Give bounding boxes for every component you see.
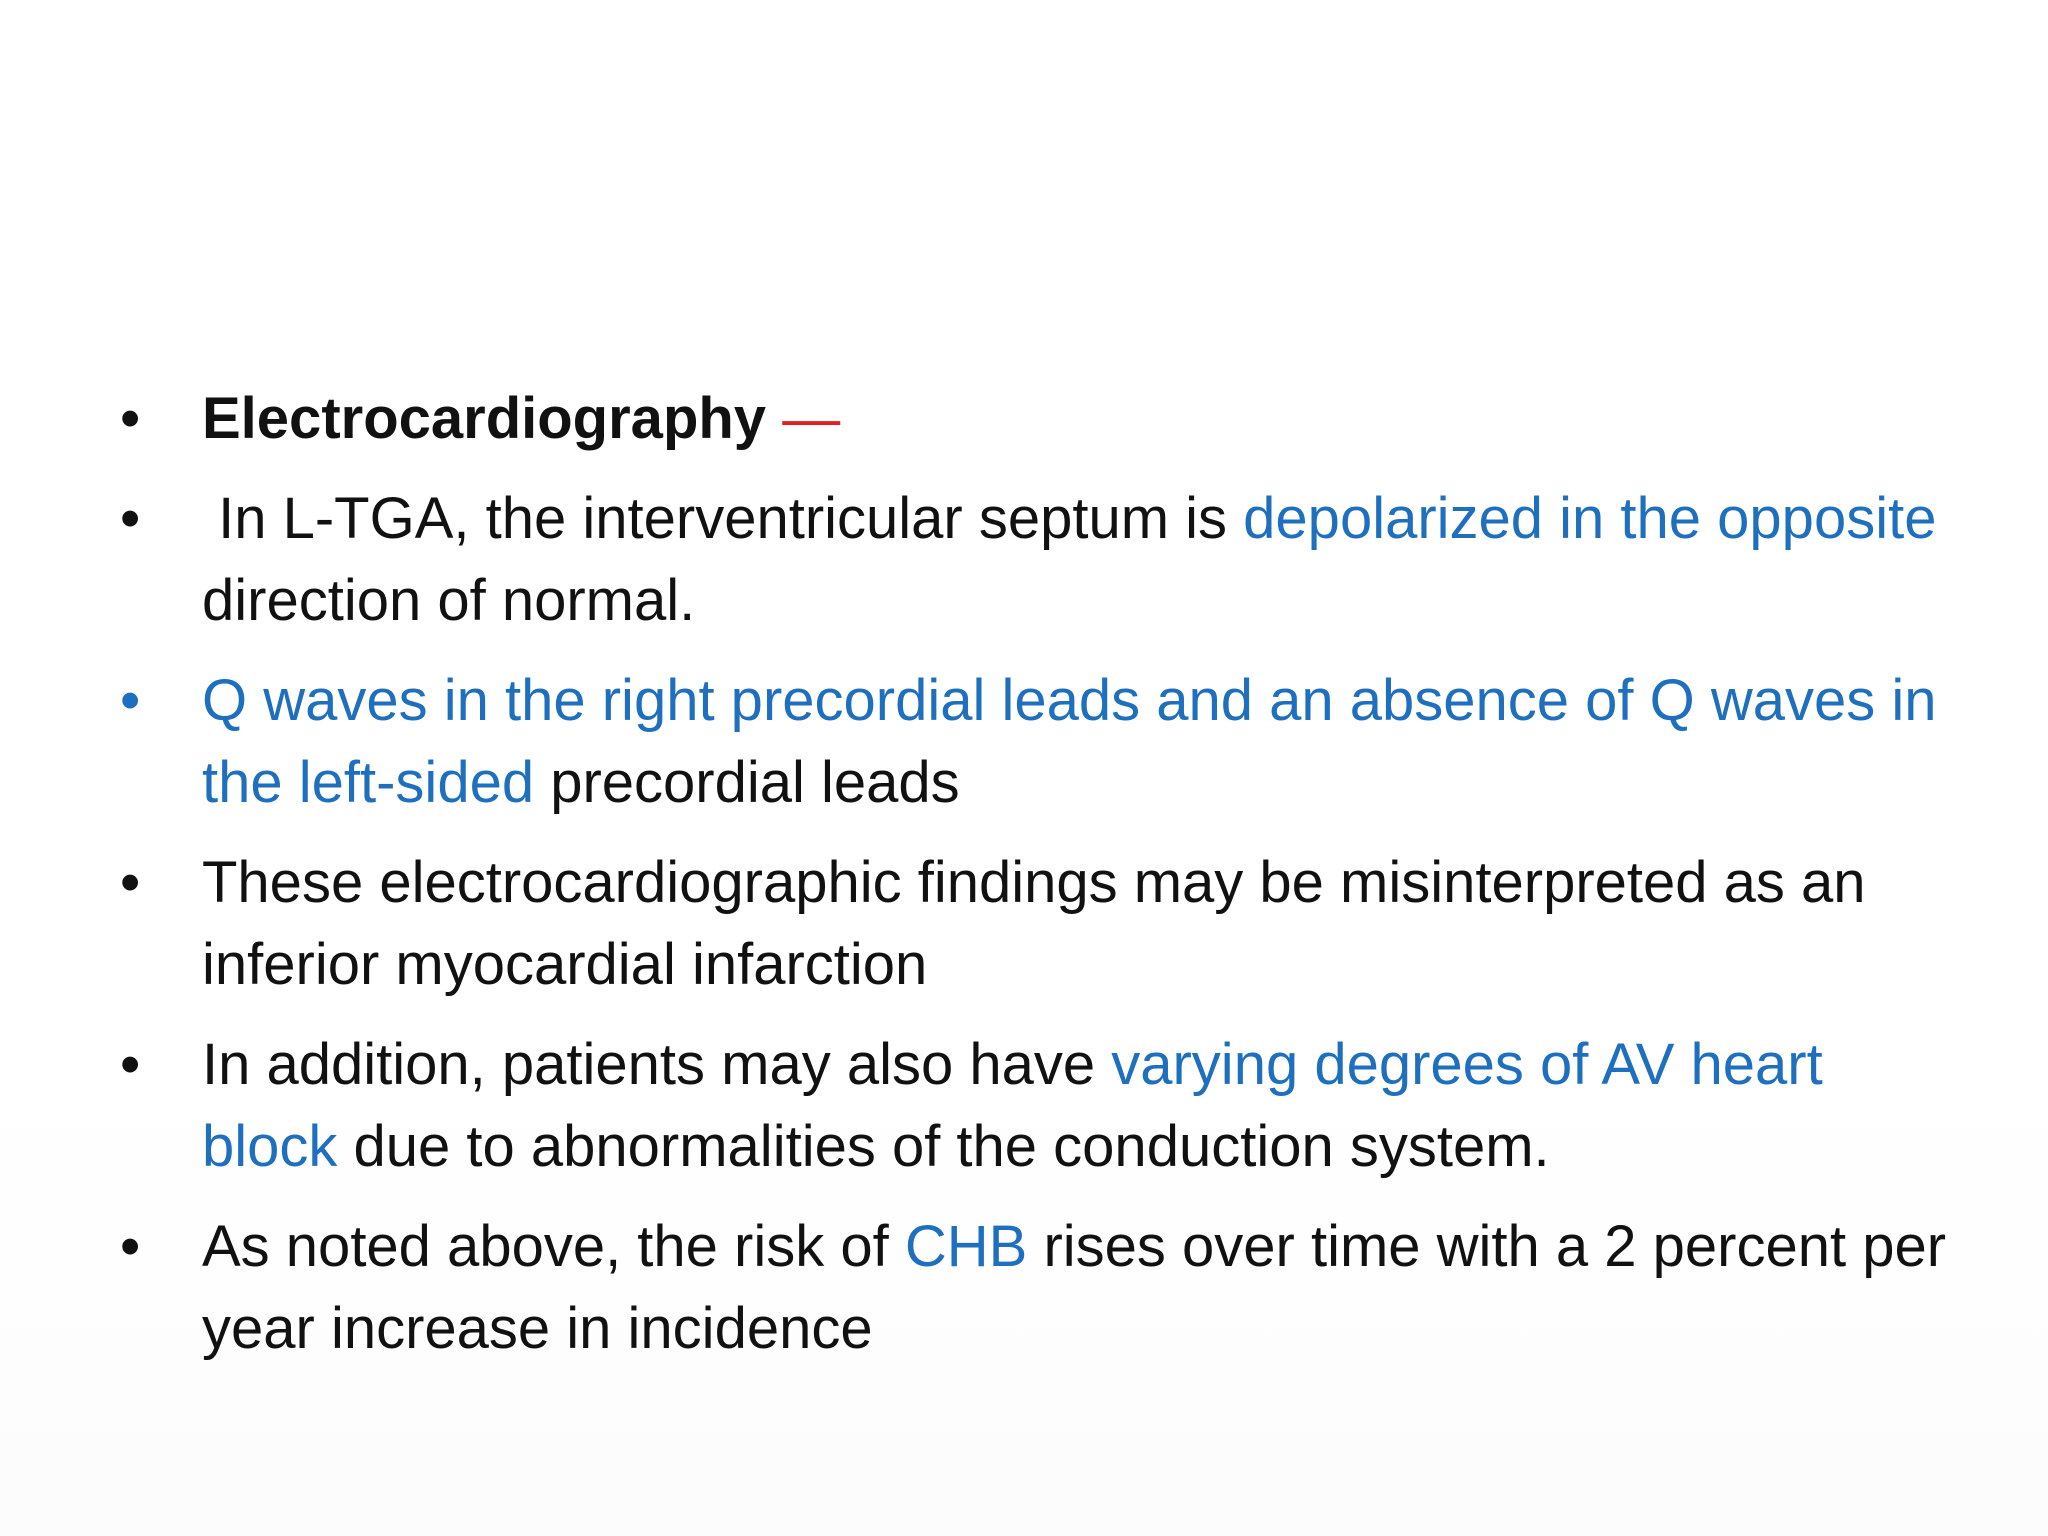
- bullet-item-misinterpreted: [120, 842, 1950, 1006]
- bullet-text: As noted above, the risk of: [202, 1214, 905, 1279]
- bullet-icon: •: [120, 486, 141, 551]
- bullet-text: These electrocardiographic findings may be misinterpreted as an inferior myocardial infarction: [202, 850, 1866, 997]
- bullet-item-q-waves: [120, 660, 1950, 824]
- bullet-highlight: CHB: [904, 1214, 1028, 1279]
- bullet-highlight: Q waves in the right precordial leads and an absence of Q waves in the left-sided: [202, 668, 1937, 815]
- bullet-text: In addition, patients may also have: [202, 1032, 1112, 1097]
- bullet-text: precordial leads: [534, 750, 960, 815]
- bullet-space: [766, 386, 782, 451]
- bullet-item-av-block: [120, 1024, 1950, 1188]
- bullet-icon: •: [120, 1032, 141, 1097]
- bullet-list: [120, 378, 1950, 1388]
- bullet-item-electrocardiography: [120, 378, 1950, 460]
- bullet-text: due to abnormalities of the conduction system.: [337, 1114, 1550, 1179]
- bullet-icon: •: [120, 1214, 141, 1279]
- bullet-icon: •: [120, 386, 141, 451]
- bullet-item-septum: [120, 478, 1950, 642]
- bullet-text: rises over time with a 2 percent per year increase in incidence: [202, 1214, 1947, 1361]
- bullet-heading: Electrocardiography: [202, 386, 767, 451]
- bullet-text: In L-TGA, the interventricular septum is: [202, 486, 1244, 551]
- bullet-icon: •: [120, 850, 141, 915]
- bullet-item-chb-risk: [120, 1206, 1950, 1370]
- bullet-text: direction of normal.: [202, 568, 696, 633]
- bullet-highlight: varying degrees of AV heart block: [202, 1032, 1823, 1179]
- heading-dash: —: [782, 386, 841, 451]
- bullet-highlight: depolarized in the opposite: [1243, 486, 1937, 551]
- bullet-icon: •: [120, 668, 141, 733]
